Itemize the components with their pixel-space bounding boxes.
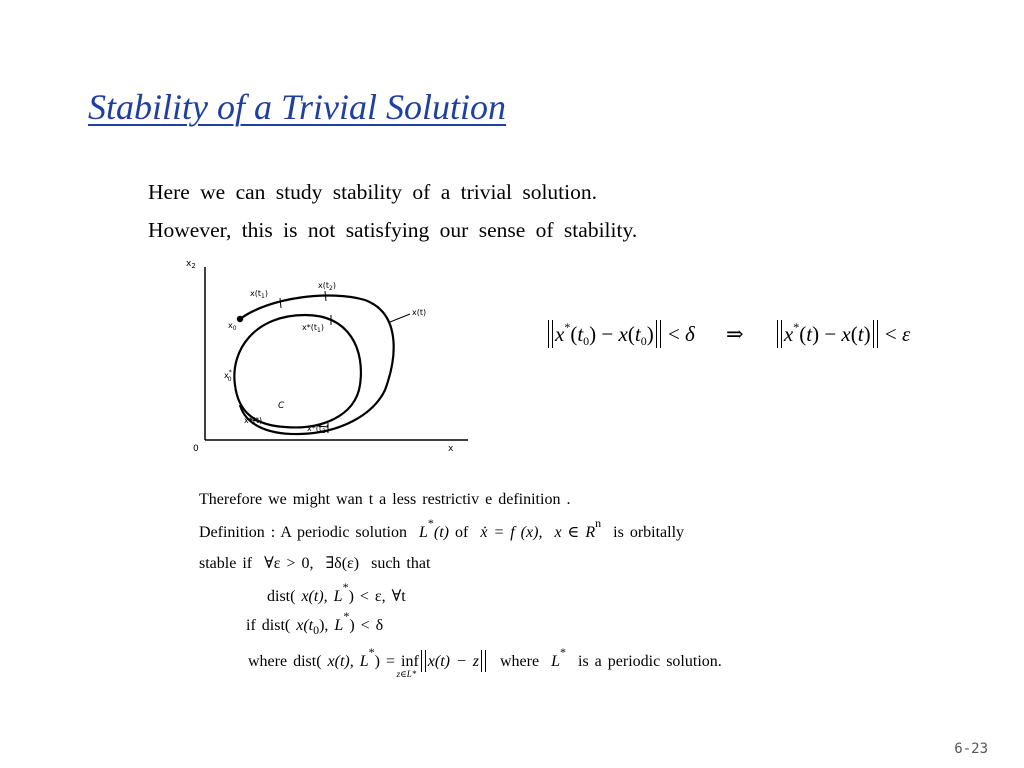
label-x-t1: $x(t_1)$ bbox=[250, 289, 268, 300]
page-number: 6-23 bbox=[954, 741, 988, 757]
label-c: C bbox=[278, 401, 285, 411]
norm-bar-right-1 bbox=[656, 320, 661, 348]
norm-bar-right-2 bbox=[873, 320, 878, 348]
stability-equation: x*(t0) − x(t0) < δ ⇒ x*(t) − x(t) < ε bbox=[546, 320, 910, 348]
label-x0: $x_0$ bbox=[228, 321, 237, 332]
label-x-t2: $x(t_2)$ bbox=[318, 281, 336, 292]
label-xs-t1: $x*(t_1)$ bbox=[302, 323, 324, 334]
intro-line-2: However, this is not satisfying our sense of stability. bbox=[148, 218, 638, 242]
intro-line-1: Here we can study stability of a trivial solution. bbox=[148, 180, 598, 204]
origin-label: 0 bbox=[193, 444, 199, 454]
pointer-x-t bbox=[390, 314, 410, 322]
definition-line-5: if dist( $x(t_0)$, L*) < δ bbox=[246, 609, 384, 637]
start-point-dot bbox=[237, 316, 243, 322]
definition-line-4: dist( x(t), L*) < ε, ∀t bbox=[267, 580, 406, 605]
implies-symbol: ⇒ bbox=[726, 322, 744, 346]
axis-x-label: x bbox=[448, 444, 454, 454]
definition-line-1: Therefore we might wan t a less restrictiv e definition . bbox=[199, 491, 571, 508]
definition-line-2: Definition : A periodic solution L*(t) of ẋ = f (x), x ∈ $R^n$ is orbitally bbox=[199, 516, 685, 541]
label-x-t: x(t) bbox=[412, 308, 427, 317]
orbit-figure bbox=[180, 255, 480, 460]
slide-title: Stability of a Trivial Solution bbox=[88, 87, 507, 127]
norm-bar-left-1 bbox=[548, 320, 553, 348]
tick-x-t2 bbox=[325, 291, 326, 301]
tick-x-t1 bbox=[280, 298, 281, 308]
definition-line-3: stable if ∀ε > 0, ∃δ(ε) such that bbox=[199, 555, 431, 572]
definition-line-6: where dist( x(t), L*) = inf z∈L* x(t) − z where L* is a periodic solution. bbox=[248, 645, 722, 679]
norm-bar-left-2 bbox=[777, 320, 782, 348]
axis-y-label: $x_2$ bbox=[186, 259, 196, 270]
label-xs-t2: $x*(t_2)$ bbox=[307, 424, 329, 435]
norm-bar-def-left bbox=[421, 650, 426, 672]
label-xs-t: x*(t) bbox=[244, 416, 263, 425]
orbit-c-curve bbox=[234, 315, 361, 427]
norm-bar-def-right bbox=[481, 650, 486, 672]
label-xs0: x* 0 bbox=[224, 369, 232, 383]
